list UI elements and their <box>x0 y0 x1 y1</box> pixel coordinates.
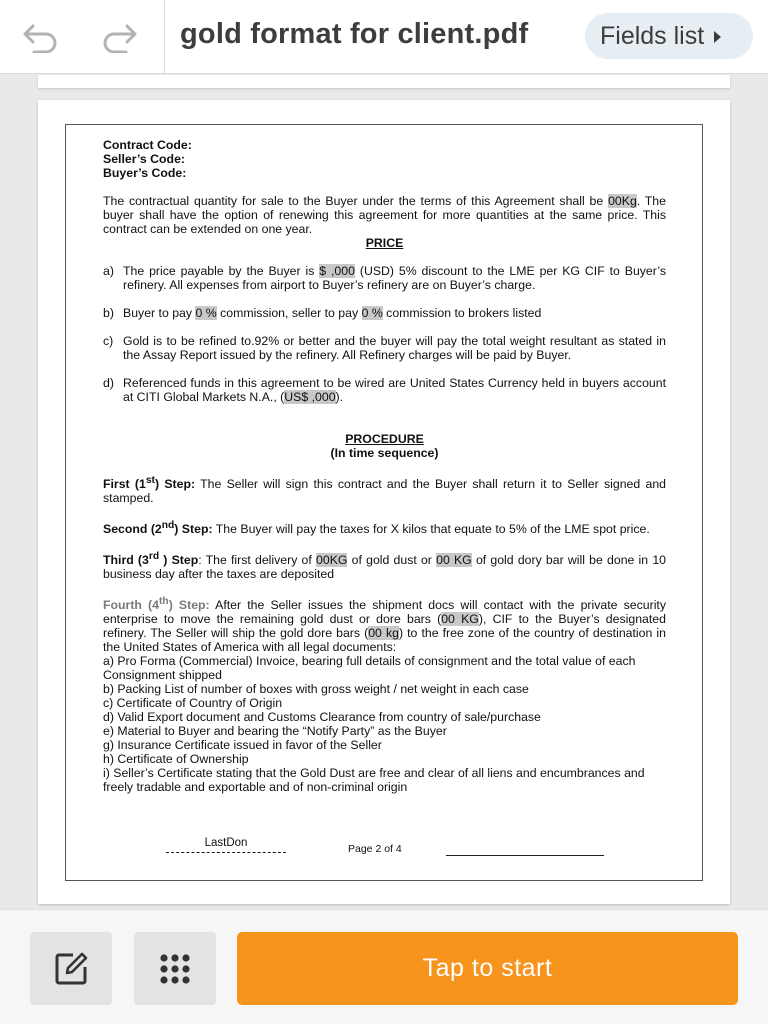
price-field[interactable]: $ ,000 <box>319 264 355 278</box>
buyer-commission-field[interactable]: 0 % <box>195 306 217 320</box>
seller-code-label[interactable]: Seller’s Code: <box>103 152 186 166</box>
grid-menu-button[interactable] <box>134 932 216 1005</box>
bottom-toolbar <box>0 909 768 1024</box>
documents-list <box>103 654 666 794</box>
document-item: i) Seller’s Certificate stating that the Gold Dust are free and clear of all liens and encumbrances and freely tradable and exportable and of non-criminal origin <box>103 766 645 795</box>
redo-button[interactable] <box>98 18 142 56</box>
second-signature-line[interactable] <box>446 855 604 856</box>
previous-page-edge <box>38 75 730 88</box>
step-3: Third (3rd ) Step: The first delivery of 00KG of gold dust or 00 KG of gold dory bar will be done in 10 business day after the taxes are deposited <box>103 551 666 582</box>
document-item: h) Certificate of Ownership <box>103 752 249 767</box>
page-number: Page 2 of 4 <box>348 843 402 855</box>
funds-amount-field[interactable]: US$ ,000 <box>284 390 336 404</box>
dore-bars-field[interactable]: 00 kg <box>368 626 399 641</box>
seller-commission-field[interactable]: 0 % <box>361 306 383 320</box>
page-border <box>65 124 703 881</box>
buyer-code-label[interactable]: Buyer’s Code: <box>103 166 187 180</box>
signature-field[interactable] <box>166 837 286 853</box>
price-item-a: a) The price payable by the Buyer is $ ,000 (USD) 5% discount to the LME per KG CIF to Buyer’s refinery. All expenses from airport to Buyer’s refinery are on Buyer’s charge. <box>103 264 666 292</box>
signature-line <box>166 852 286 853</box>
document-item: c) Certificate of Country of Origin <box>103 696 283 711</box>
document-item: d) Valid Export document and Customs Clearance from country of sale/purchase <box>103 710 541 725</box>
price-item-d: d) Referenced funds in this agreement to be wired are United States Currency held in buyers account at CITI Global Markets N.A., (US$ ,000). <box>103 376 666 404</box>
quantity-field[interactable]: 00Kg <box>608 194 637 208</box>
step-4: Fourth (4th) Step: After the Seller issues the shipment docs will contact with the private security enterprise to move the remaining gold dust or dore bars (00 KG), CIF to the Buyer’s designated refinery. The Seller will ship the gold dore bars (00 kg) to the free zone of the country of destination in the United States of America with all legal documents: <box>103 596 666 655</box>
intro-paragraph: The contractual quantity for sale to the Buyer under the terms of this Agreement shall be 00Kg. The buyer shall have the option of renewing this agreement for more quantities at the same price. This contract can be extended on one year. <box>103 194 666 236</box>
grid-menu-icon <box>158 952 192 986</box>
price-item-c: c) Gold is to be refined to.92% or better and the buyer will pay the total weight resultant as stated in the Assay Report issued by the refinery. All Refinery charges will be paid by Buyer. <box>103 334 666 362</box>
document-page[interactable] <box>38 100 730 904</box>
contract-code-label[interactable]: Contract Code: <box>103 138 192 152</box>
first-delivery-dust-field[interactable]: 00KG <box>316 553 348 568</box>
caret-right-icon <box>714 31 721 43</box>
undo-button[interactable] <box>18 18 62 56</box>
document-viewer[interactable] <box>0 75 768 909</box>
document-item: e) Material to Buyer and bearing the “Notify Party” as the Buyer <box>103 724 447 739</box>
document-title: gold format for client.pdf <box>180 18 529 50</box>
undo-icon <box>20 21 60 53</box>
fields-list-button[interactable] <box>585 13 753 59</box>
procedure-subheading: (In time sequence) <box>330 446 439 460</box>
step-2: Second (2nd) Step: The Buyer will pay the taxes for X kilos that equate to 5% of the LME spot price. <box>103 520 650 537</box>
remaining-gold-field[interactable]: 00 KG <box>441 612 479 627</box>
document-item: b) Packing List of number of boxes with gross weight / net weight in each case <box>103 682 529 697</box>
document-item: a) Pro Forma (Commercial) Invoice, bearing full details of consignment and the total value of each Consignment shipped <box>103 654 636 683</box>
procedure-heading: PROCEDURE <box>345 432 424 446</box>
redo-icon <box>100 21 140 53</box>
top-bar <box>0 0 768 74</box>
fields-list-label: Fields list <box>600 21 705 50</box>
price-item-b: b) Buyer to pay 0 % commission, seller to pay 0 % commission to brokers listed <box>103 306 542 320</box>
document-item: g) Insurance Certificate issued in favor of the Seller <box>103 738 382 753</box>
signature-name: LastDon <box>204 837 248 849</box>
page-content <box>103 138 666 794</box>
edit-icon <box>53 951 89 987</box>
undo-redo-group <box>0 0 165 74</box>
edit-button[interactable] <box>30 932 112 1005</box>
first-delivery-bar-field[interactable]: 00 KG <box>436 553 472 568</box>
step-1: First (1st) Step: The Seller will sign this contract and the Buyer shall return it to Seller signed and stamped. <box>103 475 667 506</box>
tap-to-start-button[interactable]: Tap to start <box>237 932 738 1005</box>
price-heading: PRICE <box>365 236 404 250</box>
